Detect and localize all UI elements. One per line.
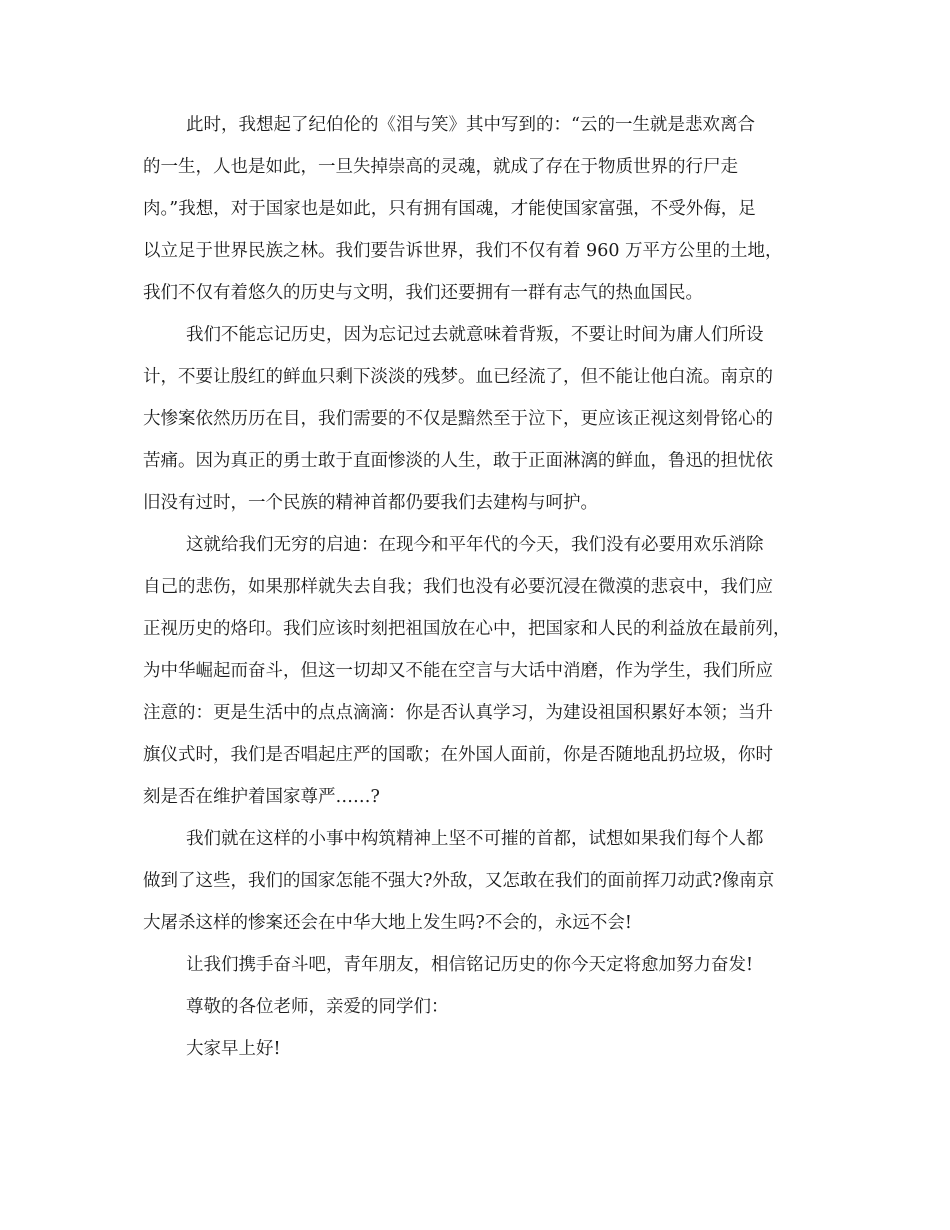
text-line: 自己的悲伤，如果那样就失去自我；我们也没有必要沉浸在微漠的悲哀中，我们应 (143, 577, 773, 597)
text-line: 肉。”我想，对于国家也是如此，只有拥有国魂，才能使国家富强，不受外侮，足 (143, 199, 756, 219)
text-line: 计，不要让殷红的鲜血只剩下淡淡的残梦。血已经流了，但不能让他白流。南京的 (143, 367, 773, 387)
text-line: 做到了这些，我们的国家怎能不强大?外敌，又怎敢在我们的面前挥刀动武?像南京 (143, 871, 775, 891)
text-line: 我们不仅有着悠久的历史与文明，我们还要拥有一群有志气的热血国民。 (143, 283, 703, 303)
text-line: 大屠杀这样的惨案还会在中华大地上发生吗?不会的，永远不会! (143, 913, 632, 933)
text-line: 我们就在这样的小事中构筑精神上坚不可摧的首都，试想如果我们每个人都 (186, 829, 764, 849)
text-line: 大家早上好! (186, 1039, 281, 1059)
text-line: 苦痛。因为真正的勇士敢于直面惨淡的人生，敢于正面淋漓的鲜血，鲁迅的担忧依 (143, 451, 773, 471)
text-line: 的一生，人也是如此，一旦失掉崇高的灵魂，就成了存在于物质世界的行尸走 (143, 157, 738, 177)
text-line: 为中华崛起而奋斗，但这一切却又不能在空言与大话中消磨，作为学生，我们所应 (143, 661, 773, 681)
text-line: 正视历史的烙印。我们应该时刻把祖国放在心中，把国家和人民的利益放在最前列， (143, 619, 791, 639)
text-line: 旧没有过时，一个民族的精神首都仍要我们去建构与呵护。 (143, 493, 598, 513)
text-line: 旗仪式时，我们是否唱起庄严的国歌；在外国人面前，你是否随地乱扔垃圾，你时 (143, 745, 773, 765)
text-line: 让我们携手奋斗吧，青年朋友，相信铭记历史的你今天定将愈加努力奋发! (186, 955, 754, 975)
text-line: 大惨案依然历历在目，我们需要的不仅是黯然至于泣下，更应该正视这刻骨铭心的 (143, 409, 773, 429)
text-line: 注意的：更是生活中的点点滴滴：你是否认真学习，为建设祖国积累好本领；当升 (143, 703, 773, 723)
text-line: 刻是否在维护着国家尊严……? (143, 787, 380, 807)
text-line: 此时，我想起了纪伯伦的《泪与笑》其中写到的：“云的一生就是悲欢离合 (186, 115, 755, 135)
text-line: 我们不能忘记历史，因为忘记过去就意味着背叛，不要让时间为庸人们所设 (186, 325, 764, 345)
text-line: 这就给我们无穷的启迪：在现今和平年代的今天，我们没有必要用欢乐消除 (186, 535, 764, 555)
text-line: 以立足于世界民族之林。我们要告诉世界，我们不仅有着 960 万平方公里的土地， (143, 241, 783, 261)
text-line: 尊敬的各位老师，亲爱的同学们： (186, 997, 449, 1017)
